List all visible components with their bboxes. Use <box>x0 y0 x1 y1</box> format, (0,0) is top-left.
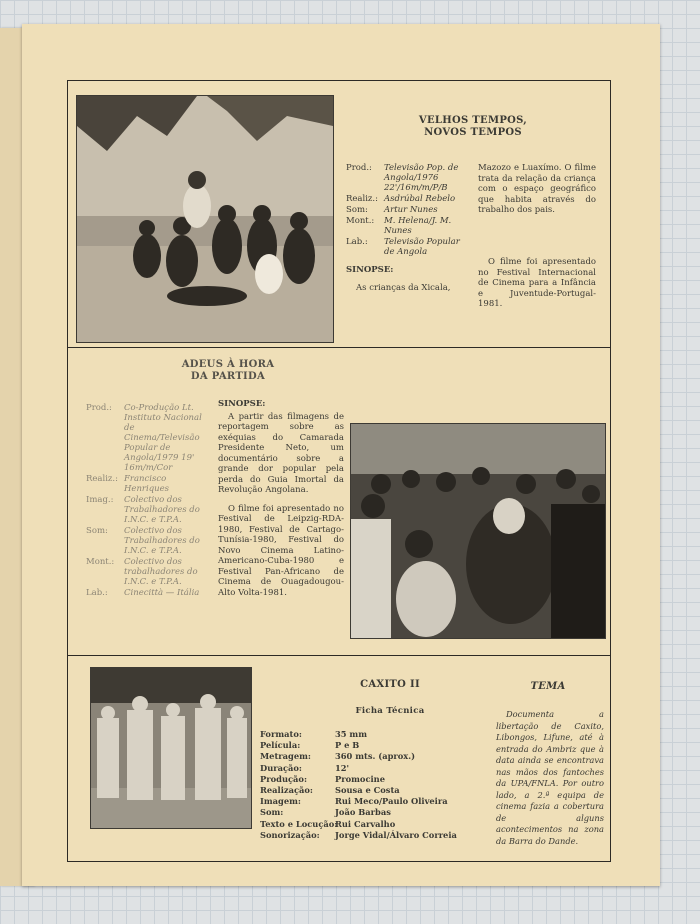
divider-top <box>68 347 610 348</box>
film2-credit-mont: Mont.: Colectivo dos trabalhadores do I.N.C. e T.P.A. <box>86 557 198 587</box>
ficha-row: Sonorização: Jorge Vidal/Álvaro Correia <box>260 829 457 840</box>
film1-title <box>368 115 578 139</box>
photo-soldiers <box>90 667 252 829</box>
film1-paragraph1: Mazozo e Luaxímo. O filme trata da relação da criança com o espaço geográfico que habita através do trabalho dos pais. <box>478 163 596 215</box>
film1-sinopse-heading: SINOPSE: <box>346 265 394 275</box>
film2-credit-prod: Prod.: Co-Produção Lt. Instituto Nacional de Cinema/Televisão Popular de Angola/1979 19' 16m/m/Cor <box>86 403 202 473</box>
photo-children-group <box>76 95 334 343</box>
film1-title-line1: VELHOS TEMPOS, <box>418 115 528 126</box>
film2-paragraph2: O filme foi apresentado no Festival de Leipzig-RDA-1980, Festival de Cartago-Tunísia-1980, Festival do Novo Cinema Latino-Americano-Cuba-1980 e Festival Pan-Africano de Cinema de Ouagadougou-Alto Volta-1981. <box>218 503 344 598</box>
film3-tema-text: Documenta a libertação de Caxito, Libongos, Lifune, até à entrada do Ambriz que à data ainda se encontrava nas mãos dos fantoches da UPA/FNLA. Por outro lado, a 2.ª equipa de cinema fazia a cobertura de alguns acontecimentos na zona da Barra do Dande. <box>496 709 604 846</box>
film1-paragraph2: O filme foi apresentado no Festival Internacional de Cinema para a Infância e Juventude-Portugal-1981. <box>478 257 596 309</box>
ficha-row: Som: João Barbas <box>260 807 391 818</box>
film3-tema-heading: TEMA <box>530 681 566 692</box>
film1-title-line2: NOVOS TEMPOS <box>424 127 522 138</box>
film2-title-line2: DA PARTIDA <box>190 371 266 382</box>
film3-title: CAXITO II <box>360 679 420 690</box>
film2-sinopse-heading: SINOPSE: <box>218 399 266 409</box>
film1-credit-prod: Prod.: Televisão Pop. de Angola/1976 22'/16m/m/P/B <box>346 163 459 193</box>
film2-credit-som: Som: Colectivo dos Trabalhadores do I.N.C. e T.P.A. <box>86 526 200 556</box>
film1-credit-mont: Mont.: M. Helena/J. M. Nunes <box>346 216 452 236</box>
film1-sinopse-start: As crianças da Xicala, <box>356 283 451 293</box>
film3-ficha-heading: Ficha Técnica <box>355 706 425 716</box>
ficha-row: Formato: 35 mm <box>260 729 367 739</box>
ficha-row: Duração: 12' <box>260 762 350 773</box>
film2-sinopse <box>218 399 344 598</box>
film3-ficha-tecnica <box>260 729 490 841</box>
ficha-row: Texto e Locução: Rui Carvalho <box>260 818 396 829</box>
divider-bottom <box>68 655 610 656</box>
film2-credit-lab: Lab.: Cinecittà — Itália <box>86 588 200 598</box>
page-frame <box>67 80 611 862</box>
film1-credits <box>346 163 468 293</box>
film2-credit-realiz: Realiz.: Francisco Henriques <box>86 474 170 494</box>
film2-title-line1: ADEUS À HORA <box>181 359 275 370</box>
booklet-page <box>22 24 660 886</box>
ficha-row: Película: P e B <box>260 740 360 751</box>
ficha-row: Realização: Sousa e Costa <box>260 785 400 796</box>
ficha-row: Imagem: Rui Meco/Paulo Oliveira <box>260 796 448 807</box>
photo-funeral-crowd <box>350 423 606 639</box>
ficha-row: Produção: Promocine <box>260 773 385 784</box>
film2-credit-imag: Imag.: Colectivo dos Trabalhadores do I.N.C. e T.P.A. <box>86 495 200 525</box>
film2-paragraph1: A partir das filmagens de reportagem sobre as exéquias do Camarada Presidente Neto, um documentário sobre a grande dor popular pela perda do Guia Imortal da Revolução Angolana. <box>218 411 344 495</box>
ficha-row: Metragem: 360 mts. (aprox.) <box>260 751 416 762</box>
film1-credit-som: Som: Artur Nunes <box>346 205 438 215</box>
film2-title <box>148 359 308 383</box>
film2-credits <box>86 403 208 599</box>
film1-credit-lab: Lab.: Televisão Popular de Angola <box>346 237 460 257</box>
film1-credit-realiz: Realiz.: Asdrúbal Rebelo <box>346 194 456 204</box>
